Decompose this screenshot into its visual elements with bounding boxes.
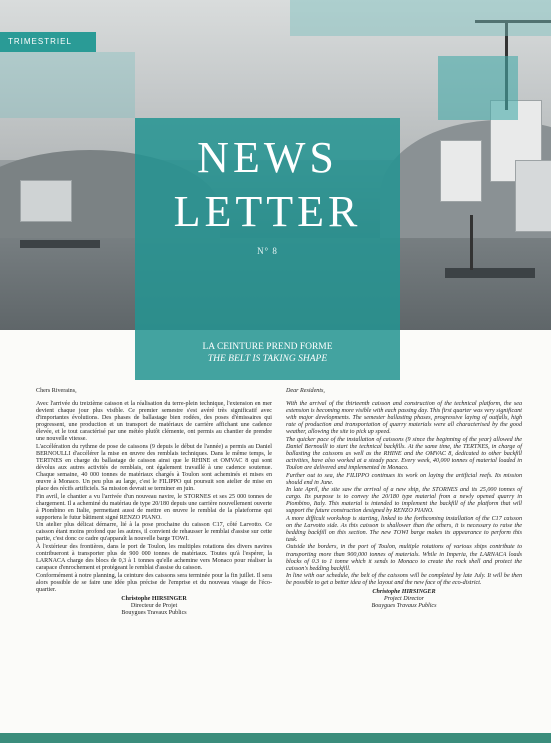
building [440,140,482,202]
paragraph-fr: Conformément à notre planning, la ceinture des caissons sera terminée pour la fin juillet. Il sera alors possible de se faire une idée plus précise de l'emprise et du nouveau visage de l'éco-quartier. [36,572,272,593]
paragraph-en: A more difficult workshop is starting, linked to the forthcoming installation of the C17 caisson on the Larvotto side. As this caisson is shallower than the others, it is necessary to raise the bedding backfill on this section. The new TOWI barge makes its appearance to perform this task. [286,515,522,543]
paragraph-fr: Fin avril, le chantier a vu l'arrivée d'un nouveau navire, le STORNES et ses 25 000 tonnes de chargement. Il a acheminé du matériau de type 20/180 depuis une carrière nouvellement ouverte à Piombino en Italie, permettant aussi de mettre en œuvre le remblai de la plateforme qui supportera le futur bâtiment signé RENZO PIANO. [36,493,272,521]
title-block [135,118,400,380]
paragraph-en: Further out to sea, the FILIPPO continues its work on laying the artificial reefs. Its mission should end in June. [286,472,522,486]
teal-panel-left [0,52,135,118]
issue-number: N° 8 [257,246,278,256]
title-letter: LETTER [173,187,362,236]
french-column [36,388,272,617]
paragraph-fr: L'accélération du rythme de pose de caissons (9 depuis le début de l'année) a permis au Daniel BERNOULLI d'accélérer la mise en œuvre des remblais techniques. Dans le même temps, le TERTNES en charge du ballastage de caisson ainsi que le RHINE et OMVAC 8 qui sont dévolus aux autres activités de remblais, ont également travaillé à une cadence soutenue. Chaque semaine, 40 000 tonnes de matériaux chargés à Toulon sont acheminés et mises en œuvre à Monaco. Un peu plus au large, c'est le FILIPPO qui poursuit son atelier de mise en place des récifs artificiels. Sa mission devrait se terminer en juin. [36,443,272,493]
signature-role: Directeur de Projet [130,602,178,609]
building [515,160,551,232]
signature-name: Christophe HIRSINGER [372,589,436,596]
signature-company: Bouygues Travaux Publics [121,609,187,616]
frequency-badge: TRIMESTRIEL [0,32,96,52]
subtitle-en: THE BELT IS TAKING SHAPE [207,354,328,364]
signature-en [286,589,522,610]
paragraph-fr: Un atelier plus délicat démarre, lié à la pose prochaine du caisson C17, côté Larvotto. Ce caisson étant moins profond que les autres, il convient de rehausser le remblai d'assise sur cette partie, c'est donc ce cadre qu'apparaît la nouvelle barge TOWI. [36,522,272,543]
title-news: NEWS [197,133,338,182]
paragraph-en: With the arrival of the thirteenth caisson and construction of the technical platform, the sea extension is becoming more visible with each passing day. This first quarter was very significant with major developments. The semester ballasting phases, progressive laying of outfalls, high rate of production and transportation of quarry materials were all characterised by the good weather, allowing the site to pick up speed. [286,401,522,436]
teal-panel-top [290,0,551,36]
paragraph-en: Outside the borders, in the port of Toulon, multiple rotations of various ships contribute to transporting more than 900,000 tonnes of materials. While in Imperia, the LARNACA loads blocks of 0.3 to 1 tonne which it sends to Monaco to create the rock shell and protect the caisson's bedding backfill. [286,544,522,572]
paragraph-en: In late April, the site saw the arrival of a new ship, the STORNES and its 25,000 tonnes of cargo. Its purpose is to convey the 20/180 type material from a newly opened quarry in Piombino, Italy. This material is intended to implement the backfill of the platform that will support the future construction designed by RENZO PIANO. [286,487,522,515]
subtitle-fr: LA CEINTURE PREND FORME [202,342,333,352]
building [20,180,72,222]
paragraph-en: In line with our schedule, the belt of the caissons will be completed by late July. It will be then be possible to get a better idea of the layout and the new face of the eco-district. [286,573,522,587]
signature-name: Christophe HIRSINGER [121,595,187,602]
barge-crane [470,215,473,270]
signature-company: Bouygues Travaux Publics [371,603,437,610]
signature-fr [36,596,272,617]
greeting-fr: Chers Riverains, [36,388,77,394]
paragraph-fr: Avec l'arrivée du treizième caisson et la réalisation du terre-plein technique, l'extension en mer devient chaque jour plus visible. Ce premier semestre s'est avéré très significatif avec d'importantes évolutions. Des phases de ballastage bien rodées, des poses d'émissaires qui progressent, une production et un transport de matériaux de carrière affichant une cadence élevée, et le tout caractérisé par une météo plutôt clémente, ont permis au chantier de prendre une nouvelle vitesse. [36,401,272,443]
footer-band [0,733,551,743]
greeting-en: Dear Residents, [286,388,325,394]
signature-role: Project Director [384,596,424,603]
teal-panel-right [438,56,518,120]
ship [20,240,100,248]
paragraph-en: The quicker pace of the installation of caissons (9 since the beginning of the year) allowed the Daniel Bernoulli to start the technical backfills. At the same time, the TERTNES, in charge of ballasting the caissons as well as the RHINE and the OMVAC 8, dedicated to other backfill activities, have also worked at a steady pace. Every week, 40,000 tonnes of material loaded in Toulon are delivered and implemented in Monaco. [286,436,522,471]
english-column [286,388,522,610]
barge [445,268,535,278]
paragraph-fr: À l'extérieur des frontières, dans le port de Toulon, les multiples rotations des divers navires contribueront à transporter plus de 900 000 tonnes de matériaux. Toutes qu'à l'espérer, la LARNACA charge des blocs de 0,3 à 1 tonnes qu'elle achemine vers Monaco pour réaliser la carapace d'enrochement et protégeant le remblai d'assise du caisson. [36,543,272,572]
